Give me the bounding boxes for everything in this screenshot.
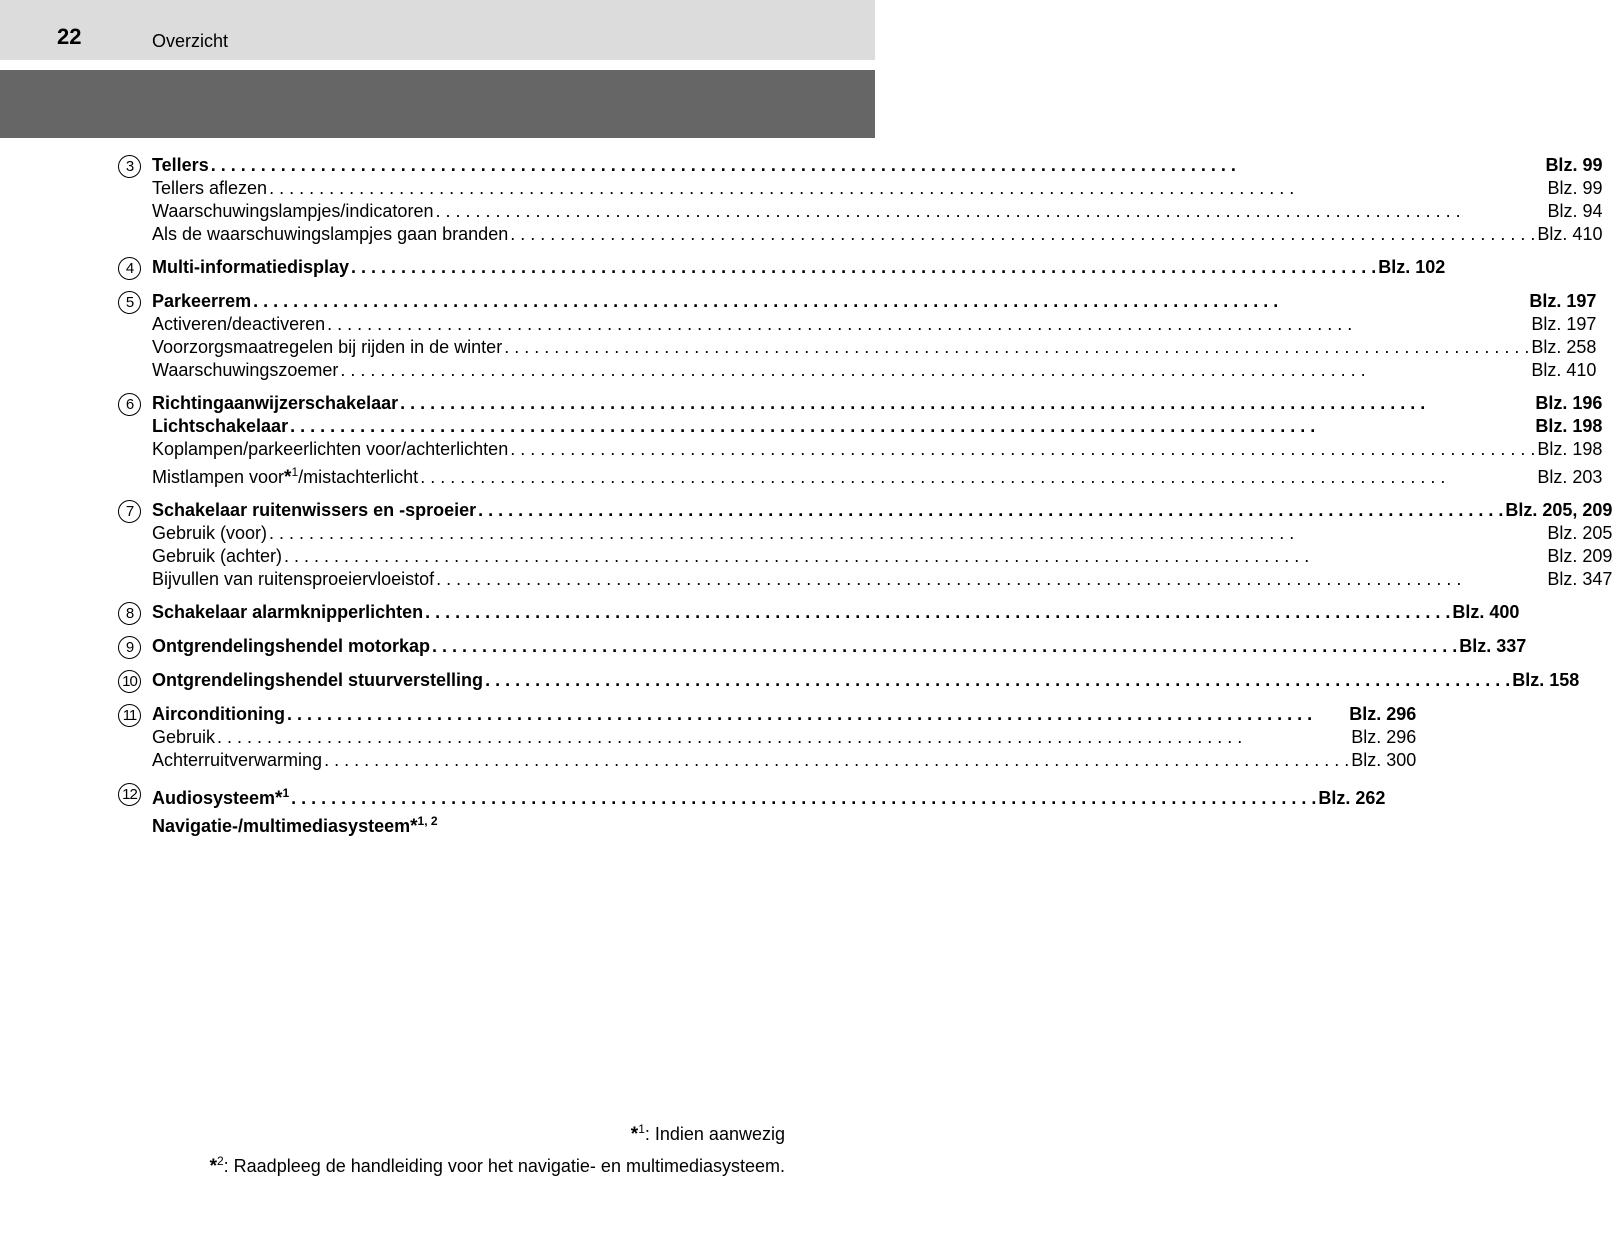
toc-line-title <box>152 703 285 726</box>
toc-line[interactable] <box>152 200 1602 223</box>
toc-line-text: Mistlampen voor <box>152 467 285 487</box>
entry-lines <box>152 601 1519 624</box>
page-number: 22 <box>57 24 82 49</box>
dot-leader <box>340 359 1529 382</box>
header-bar <box>0 0 875 60</box>
dot-leader <box>269 177 1545 200</box>
page-reference: Blz. 197 <box>1531 314 1597 334</box>
page-reference: Blz. 102 <box>1378 257 1446 277</box>
dot-leader <box>504 336 1529 359</box>
footnote-asterisk: * <box>209 1156 217 1177</box>
toc-line-text: Als de waarschuwingslampjes gaan branden <box>152 224 509 244</box>
toc-line-text: Audiosysteem <box>152 788 276 808</box>
circled-number: 11 <box>118 704 141 727</box>
toc-line[interactable] <box>152 669 1579 692</box>
page-reference: Blz. 337 <box>1459 636 1527 656</box>
entry-lines <box>152 256 1445 279</box>
dot-leader <box>284 545 1545 568</box>
toc-line-text: Koplampen/parkeerlichten voor/achterlichten <box>152 439 509 459</box>
dot-leader <box>436 568 1545 591</box>
toc-line-title <box>152 499 476 522</box>
dot-leader <box>420 466 1535 489</box>
section-title: Overzicht <box>152 31 229 51</box>
page-reference: Blz. 258 <box>1531 337 1597 357</box>
toc-line[interactable] <box>152 601 1519 624</box>
dot-leader <box>478 499 1503 522</box>
toc-line-text: Schakelaar ruitenwissers en -sproeier <box>152 500 477 520</box>
page-reference: Blz. 296 <box>1349 704 1417 724</box>
toc-line-title <box>152 415 288 438</box>
toc-entry <box>118 256 1446 280</box>
entry-spacer <box>118 489 750 499</box>
toc-line-title <box>152 359 338 382</box>
toc-line-title <box>152 601 423 624</box>
entry-spacer <box>118 693 750 703</box>
toc-line[interactable] <box>152 415 1602 438</box>
toc-line-text: Richtingaanwijzerschakelaar <box>152 393 399 413</box>
dot-leader <box>351 256 1376 279</box>
dot-leader <box>510 223 1535 246</box>
dot-leader <box>290 415 1533 438</box>
page-reference: Blz. 94 <box>1547 201 1603 221</box>
toc-line-text: Airconditioning <box>152 704 285 724</box>
toc-entry <box>118 782 1386 838</box>
entry-spacer <box>118 625 750 635</box>
toc-line[interactable] <box>152 290 1596 313</box>
dot-leader <box>324 749 1349 772</box>
entry-marker <box>118 499 152 523</box>
toc-line[interactable] <box>152 635 1526 658</box>
footnote-asterisk: * <box>630 1124 639 1145</box>
footnote-text: : Indien aanwezig <box>644 1124 785 1144</box>
toc-line[interactable] <box>152 782 1385 810</box>
toc-line-title <box>152 154 209 177</box>
page-reference: Blz. 99 <box>1547 178 1603 198</box>
page-reference: Blz. 410 <box>1531 360 1597 380</box>
toc-line-title <box>152 635 430 658</box>
toc-line-title <box>152 461 418 489</box>
toc-line[interactable] <box>152 392 1602 415</box>
circled-number: 3 <box>118 155 141 178</box>
footnote <box>210 1116 785 1148</box>
entry-marker <box>118 154 152 178</box>
entry-spacer <box>118 246 750 256</box>
page-reference: Blz. 209 <box>1547 546 1612 566</box>
toc-line-title <box>152 749 322 772</box>
entry-lines <box>152 703 1416 772</box>
toc-line-text: Waarschuwingslampjes/indicatoren <box>152 201 434 221</box>
page-reference: Blz. 198 <box>1535 416 1603 436</box>
toc-line[interactable] <box>152 545 1612 568</box>
toc-entry <box>118 154 1603 246</box>
toc-line[interactable] <box>152 256 1445 279</box>
toc-entry <box>118 669 1580 693</box>
entry-marker <box>118 635 152 659</box>
dot-leader <box>217 726 1349 749</box>
toc-line[interactable] <box>152 359 1596 382</box>
footnote <box>210 1148 785 1180</box>
toc-line[interactable] <box>152 223 1602 246</box>
toc-line[interactable] <box>152 703 1416 726</box>
toc-line-title <box>152 177 267 200</box>
page-reference: Blz. 410 <box>1537 224 1603 244</box>
page-reference: Blz. 203 <box>1537 467 1603 487</box>
circled-number: 7 <box>118 500 141 523</box>
entry-lines <box>152 635 1526 658</box>
toc-entry <box>118 392 1603 489</box>
toc-line-text: Ontgrendelingshendel stuurverstelling <box>152 670 484 690</box>
entry-marker <box>118 703 152 727</box>
entry-lines <box>152 290 1596 382</box>
page-reference: Blz. 198 <box>1537 439 1603 459</box>
circled-number: 10 <box>118 670 141 693</box>
toc-line-title <box>152 438 508 461</box>
entry-lines <box>152 154 1602 246</box>
toc-line-text: Waarschuwingszoemer <box>152 360 339 380</box>
dot-leader <box>211 154 1544 177</box>
entry-marker <box>118 601 152 625</box>
entry-spacer <box>118 591 750 601</box>
page-reference: Blz. 205, 209 <box>1505 500 1612 520</box>
dot-leader <box>400 392 1533 415</box>
toc-line-title <box>152 223 508 246</box>
page-reference: Blz. 158 <box>1512 670 1580 690</box>
toc-entry <box>118 703 1417 772</box>
dot-leader <box>287 703 1347 726</box>
toc-line-text: Achterruitverwarming <box>152 750 323 770</box>
page-reference: Blz. 205 <box>1547 523 1612 543</box>
page-reference: Blz. 300 <box>1351 750 1417 770</box>
toc-line-title <box>152 313 325 336</box>
entry-spacer <box>118 659 750 669</box>
dot-leader <box>291 787 1316 810</box>
circled-number: 5 <box>118 291 141 314</box>
footnote-number: 2 <box>216 1154 224 1168</box>
circled-number: 6 <box>118 393 141 416</box>
toc-line-title <box>152 545 282 568</box>
table-of-contents <box>118 154 1612 838</box>
toc-line-title <box>152 336 502 359</box>
toc-line[interactable] <box>152 461 1602 489</box>
toc-line-text: Gebruik <box>152 727 216 747</box>
page-reference: Blz. 99 <box>1545 155 1603 175</box>
toc-line[interactable] <box>152 438 1602 461</box>
entry-marker <box>118 256 152 280</box>
entry-lines <box>152 782 1385 838</box>
circled-number: 4 <box>118 257 141 280</box>
toc-line-title <box>152 200 433 223</box>
footnote-asterisk: * <box>410 816 418 837</box>
dot-leader <box>425 601 1450 624</box>
toc-line[interactable] <box>152 522 1612 545</box>
section-band <box>0 70 875 138</box>
toc-line-title <box>152 782 289 810</box>
footnote-text: : Raadpleeg de handleiding voor het navigatie- en multimediasysteem. <box>223 1156 785 1176</box>
dot-leader <box>269 522 1545 545</box>
toc-line-title <box>152 290 251 313</box>
circled-number: 8 <box>118 602 141 625</box>
toc-line[interactable] <box>152 726 1416 749</box>
page-reference: Blz. 197 <box>1529 291 1597 311</box>
toc-line-text: Gebruik (achter) <box>152 546 283 566</box>
footnote-ref: 1, 2 <box>417 814 438 828</box>
toc-line-text: Navigatie-/multimediasysteem <box>152 816 411 836</box>
entry-lines <box>152 392 1602 489</box>
footnote-asterisk: * <box>275 788 283 809</box>
page-reference: Blz. 262 <box>1318 788 1386 808</box>
toc-line[interactable] <box>152 154 1602 177</box>
footnote-number: 1 <box>638 1122 645 1136</box>
toc-entry <box>118 635 1527 659</box>
toc-line[interactable] <box>152 499 1612 522</box>
toc-entry <box>118 601 1520 625</box>
entry-spacer <box>118 280 750 290</box>
toc-line-text: Tellers <box>152 155 209 175</box>
toc-line[interactable] <box>152 810 1385 838</box>
dot-leader <box>485 669 1510 692</box>
toc-line-title <box>152 669 483 692</box>
toc-line-title <box>152 726 215 749</box>
entry-marker <box>118 782 152 806</box>
dot-leader <box>432 635 1457 658</box>
toc-line-title <box>152 810 438 838</box>
entry-marker <box>118 669 152 693</box>
toc-line[interactable] <box>152 568 1612 591</box>
page-reference: Blz. 296 <box>1351 727 1417 747</box>
toc-line-text-after: /mistachterlicht <box>298 467 419 487</box>
toc-line-text: Schakelaar alarmknipperlichten <box>152 602 424 622</box>
toc-line[interactable] <box>152 313 1596 336</box>
toc-line-title <box>152 568 434 591</box>
dot-leader <box>435 200 1545 223</box>
toc-line-text: Bijvullen van ruitensproeiervloeistof <box>152 569 435 589</box>
circled-number: 9 <box>118 636 141 659</box>
toc-line[interactable] <box>152 749 1416 772</box>
toc-line-text: Voorzorgsmaatregelen bij rijden in de winter <box>152 337 503 357</box>
toc-line-text: Tellers aflezen <box>152 178 268 198</box>
toc-line-text: Gebruik (voor) <box>152 523 268 543</box>
toc-line-title <box>152 256 349 279</box>
toc-line-text: Parkeerrem <box>152 291 252 311</box>
toc-entry <box>118 290 1597 382</box>
entry-lines <box>152 499 1612 591</box>
page-reference: Blz. 196 <box>1535 393 1603 413</box>
toc-line-text: Activeren/deactiveren <box>152 314 326 334</box>
circled-number: 12 <box>118 783 141 806</box>
toc-line-title <box>152 522 267 545</box>
footnotes <box>210 1116 785 1180</box>
toc-entry <box>118 499 1612 591</box>
entry-marker <box>118 290 152 314</box>
toc-line-text: Multi-informatiedisplay <box>152 257 350 277</box>
toc-line[interactable] <box>152 177 1602 200</box>
toc-line-title <box>152 392 398 415</box>
toc-line-text: Lichtschakelaar <box>152 416 289 436</box>
footnote-ref: 1 <box>291 465 299 479</box>
entry-lines <box>152 669 1579 692</box>
dot-leader <box>253 290 1527 313</box>
page-reference: Blz. 347 <box>1547 569 1612 589</box>
dot-leader <box>510 438 1535 461</box>
entry-marker <box>118 392 152 416</box>
page-reference: Blz. 400 <box>1452 602 1520 622</box>
footnote-asterisk: * <box>284 467 292 488</box>
toc-line-text: Ontgrendelingshendel motorkap <box>152 636 431 656</box>
dot-leader <box>327 313 1529 336</box>
entry-spacer <box>118 772 750 782</box>
toc-line[interactable] <box>152 336 1596 359</box>
footnote-ref: 1 <box>282 786 290 800</box>
entry-spacer <box>118 382 750 392</box>
